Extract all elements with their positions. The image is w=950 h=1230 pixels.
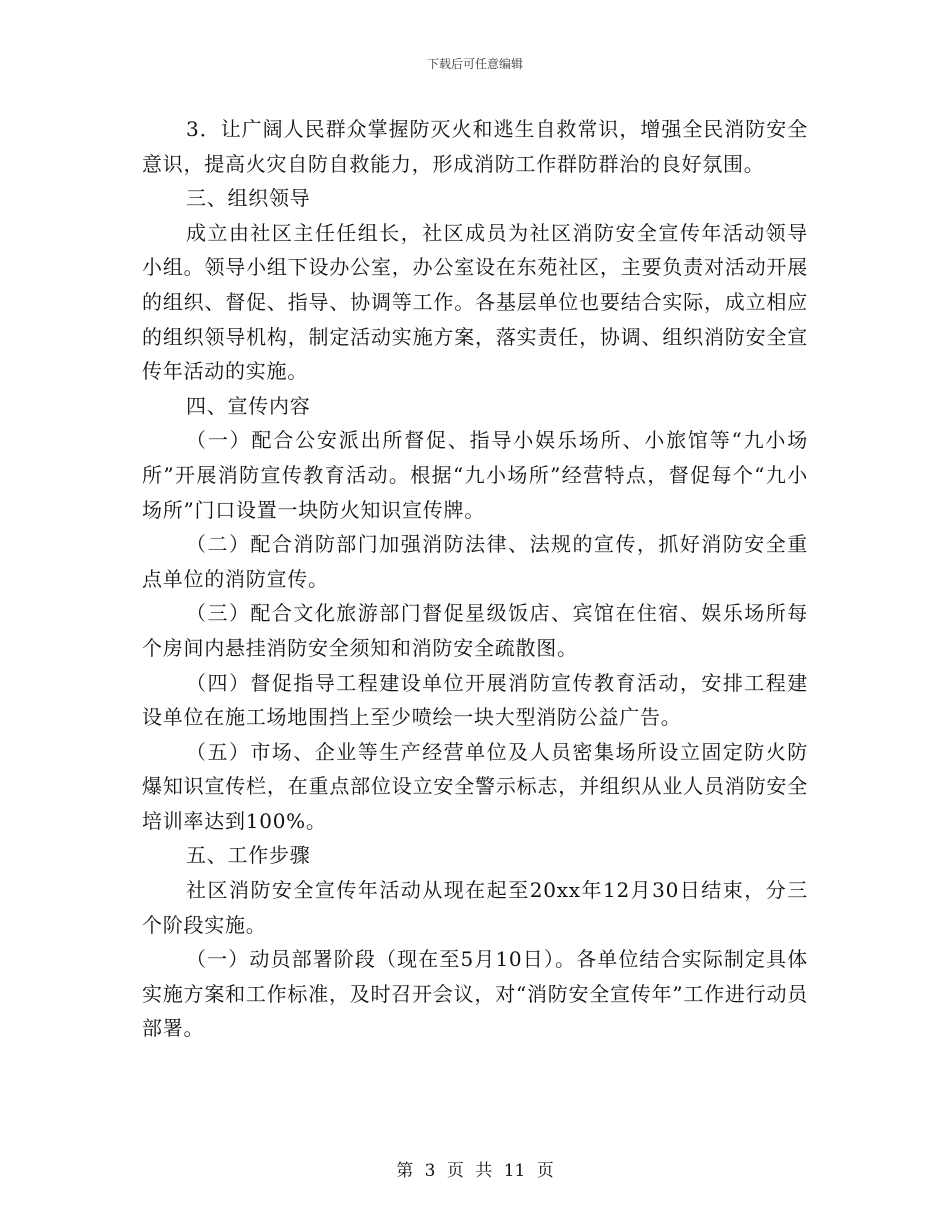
paragraph-step-1: （一）动员部署阶段（现在至5月10日）。各单位结合实际制定具体实施方案和工作标准，及时召开会议，对“消防安全宣传年”工作进行动员部署。 [142, 947, 808, 1041]
section-heading-steps: 五、工作步骤 [186, 843, 311, 868]
paragraph-content-5: （五）市场、企业等生产经营单位及人员密集场所设立固定防火防爆知识宣传栏，在重点部位设立安全警示标志，并组织从业人员消防安全培训率达到100%。 [142, 739, 808, 833]
section-heading-content: 四、宣传内容 [186, 393, 311, 418]
document-body [142, 112, 808, 1046]
paragraph-steps-intro: 社区消防安全宣传年活动从现在起至20xx年12月30日结束，分三个阶段实施。 [142, 878, 808, 937]
page-footer: 第 3 页 共 11 页 [396, 1161, 554, 1181]
section-heading-organization: 三、组织领导 [186, 186, 311, 211]
paragraph-organization: 成立由社区主任任组长，社区成员为社区消防安全宣传年活动领导小组。领导小组下设办公室，办公室设在东苑社区，主要负责对活动开展的组织、督促、指导、协调等工作。各基层单位也要结合实际，成立相应的组织领导机构，制定活动实施方案，落实责任，协调、组织消防安全宣传年活动的实施。 [142, 220, 808, 384]
paragraph-content-3: （三）配合文化旅游部门督促星级饭店、宾馆在住宿、娱乐场所每个房间内悬挂消防安全须知和消防安全疏散图。 [142, 601, 808, 660]
paragraph-content-4: （四）督促指导工程建设单位开展消防宣传教育活动，安排工程建设单位在施工场地围挡上至少喷绘一块大型消防公益广告。 [142, 670, 808, 730]
page-header: 下载后可任意编辑 [426, 57, 523, 71]
paragraph-content-2: （二）配合消防部门加强消防法律、法规的宣传，抓好消防安全重点单位的消防宣传。 [142, 532, 808, 591]
paragraph-content-1: （一）配合公安派出所督促、指导小娱乐场所、小旅馆等“九小场所”开展消防宣传教育活动。根据“九小场所”经营特点，督促每个“九小场所”门口设置一块防火知识宣传牌。 [142, 428, 808, 522]
paragraph-point-3: 3．让广阔人民群众掌握防灭火和逃生自救常识，增强全民消防安全意识，提高火灾自防自救能力，形成消防工作群防群治的良好氛围。 [142, 117, 808, 176]
